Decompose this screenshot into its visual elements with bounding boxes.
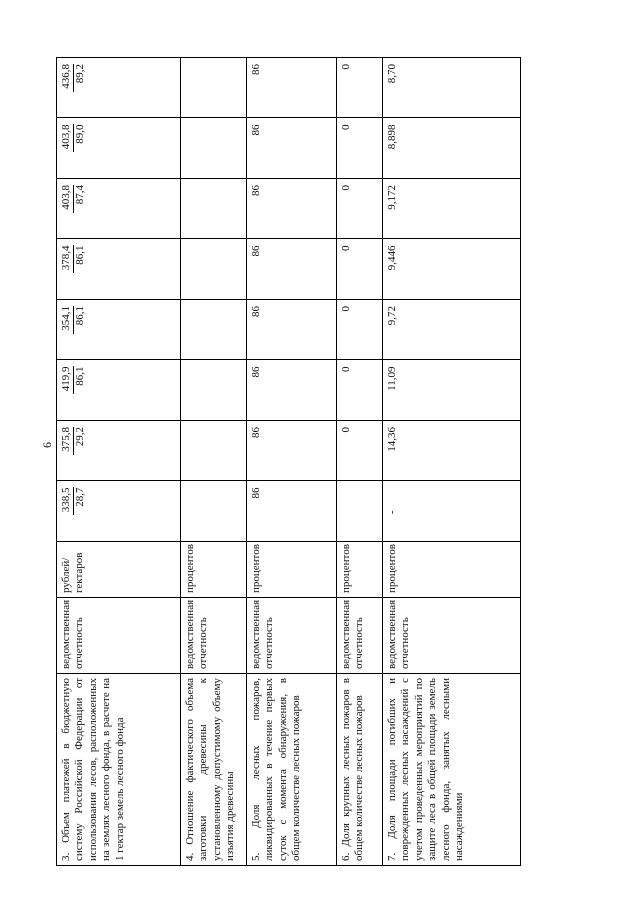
value-secondary: 28,7 (73, 488, 87, 516)
value-cell (247, 179, 337, 240)
value-cell (57, 481, 181, 542)
value-secondary: 29,2 (73, 427, 87, 455)
value-cell (57, 239, 181, 300)
value-primary: 11,09 (386, 366, 398, 391)
indicators-table-rotated (56, 58, 520, 866)
value-cell (383, 58, 521, 119)
value-cell (337, 118, 383, 179)
value-cell (181, 118, 247, 179)
value-cell (181, 58, 247, 119)
value-primary: 403,8 (60, 124, 72, 150)
value-cell (181, 481, 247, 542)
unit-cell: процентов (383, 542, 521, 598)
table-row (383, 58, 521, 866)
value-cell (57, 421, 181, 482)
value-primary: 354,1 (60, 306, 72, 331)
value-primary: 375,8 (60, 427, 72, 452)
value-cell (247, 421, 337, 482)
value-cell (337, 179, 383, 240)
value-primary: 86 (250, 306, 262, 317)
table-row (247, 58, 337, 866)
value-cell (383, 179, 521, 240)
value-primary: 86 (250, 487, 262, 499)
value-primary: 86 (250, 124, 262, 136)
value-primary: 86 (250, 245, 262, 257)
value-cell (57, 118, 181, 179)
value-primary: 419,9 (60, 366, 72, 392)
value-cell (181, 421, 247, 482)
unit-cell: рублей/гектаров (57, 542, 181, 598)
value-primary: 0 (340, 306, 352, 312)
value-primary: - (386, 510, 398, 515)
value-cell (57, 58, 181, 119)
value-cell (337, 360, 383, 421)
value-secondary: 89,2 (73, 64, 87, 92)
value-primary: 0 (340, 366, 352, 372)
value-cell (181, 300, 247, 361)
value-cell (383, 300, 521, 361)
value-secondary: 89,0 (73, 125, 87, 153)
source-cell: ведомственная отчетность (57, 598, 181, 674)
value-cell (337, 421, 383, 482)
value-cell (247, 481, 337, 542)
value-primary: 86 (250, 64, 262, 75)
value-cell (383, 481, 521, 542)
value-primary: 0 (340, 185, 352, 191)
indicator-name-cell: 5. Доля лесных пожаров, ликвидированных в течение первых суток с момента обнаружения, в общем количестве лесных пожаров (247, 674, 337, 866)
value-primary: 378,4 (60, 245, 72, 271)
value-primary: 436,8 (60, 64, 72, 89)
value-primary: 9,446 (386, 245, 398, 271)
value-cell (57, 360, 181, 421)
unit-cell: процентов (181, 542, 247, 598)
page-number: 6 (40, 442, 54, 448)
value-secondary: 86,1 (73, 367, 87, 395)
value-primary: 8,70 (386, 64, 398, 84)
value-cell (383, 421, 521, 482)
value-cell (181, 179, 247, 240)
source-cell: ведомственная отчетность (383, 598, 521, 674)
table-row (337, 58, 383, 866)
indicators-table (56, 57, 521, 866)
value-cell (247, 118, 337, 179)
value-cell (383, 118, 521, 179)
value-primary: 0 (340, 124, 352, 130)
value-primary: 86 (250, 185, 262, 196)
value-secondary: 86,1 (73, 246, 87, 274)
value-primary: 8,898 (386, 124, 398, 150)
table-row (181, 58, 247, 866)
source-cell: ведомственная отчетность (337, 598, 383, 674)
value-cell (337, 481, 383, 542)
indicator-name-cell: 6. Доля крупных лесных пожаров в общем количестве лесных пожаров (337, 674, 383, 866)
value-cell (337, 300, 383, 361)
value-primary: 0 (340, 245, 352, 251)
value-cell (383, 239, 521, 300)
value-primary: 14,36 (386, 427, 398, 452)
source-cell: ведомственная отчетность (181, 598, 247, 674)
table-row (57, 58, 181, 866)
value-cell (383, 360, 521, 421)
value-cell (247, 300, 337, 361)
value-cell (337, 58, 383, 119)
value-cell (181, 239, 247, 300)
value-primary: 0 (340, 427, 352, 433)
value-cell (247, 239, 337, 300)
indicator-name-cell: 4. Отношение фактического объема заготовки древесины к установленному допустимому объему изъятия древесины (181, 674, 247, 866)
unit-cell: процентов (247, 542, 337, 598)
value-cell (57, 300, 181, 361)
value-primary: 86 (250, 366, 262, 378)
value-primary: 338,5 (60, 487, 72, 513)
value-primary: 9,72 (386, 306, 398, 326)
value-secondary: 87,4 (73, 185, 87, 213)
value-primary: 86 (250, 427, 262, 438)
value-primary: 9,172 (386, 185, 398, 210)
indicator-name-cell: 7. Доля площади погибших и поврежденных лесных насаждений с учетом проведенных мероприятий по защите леса в общей площади земель лесного фонда, занятых лесными насаждениями (383, 674, 521, 866)
value-secondary: 86,1 (73, 306, 87, 334)
value-cell (247, 360, 337, 421)
source-cell: ведомственная отчетность (247, 598, 337, 674)
table-body (57, 58, 521, 866)
value-cell (57, 179, 181, 240)
unit-cell: процентов (337, 542, 383, 598)
value-cell (337, 239, 383, 300)
value-primary: 0 (340, 64, 352, 70)
indicator-name-cell: 3. Объем платежей в бюджетную систему Российской Федерации от использования лесов, расположенных на землях лесного фонда, в расчете на 1 гектар земель лесного фонда (57, 674, 181, 866)
value-cell (247, 58, 337, 119)
value-cell (181, 360, 247, 421)
value-primary: 403,8 (60, 185, 72, 210)
